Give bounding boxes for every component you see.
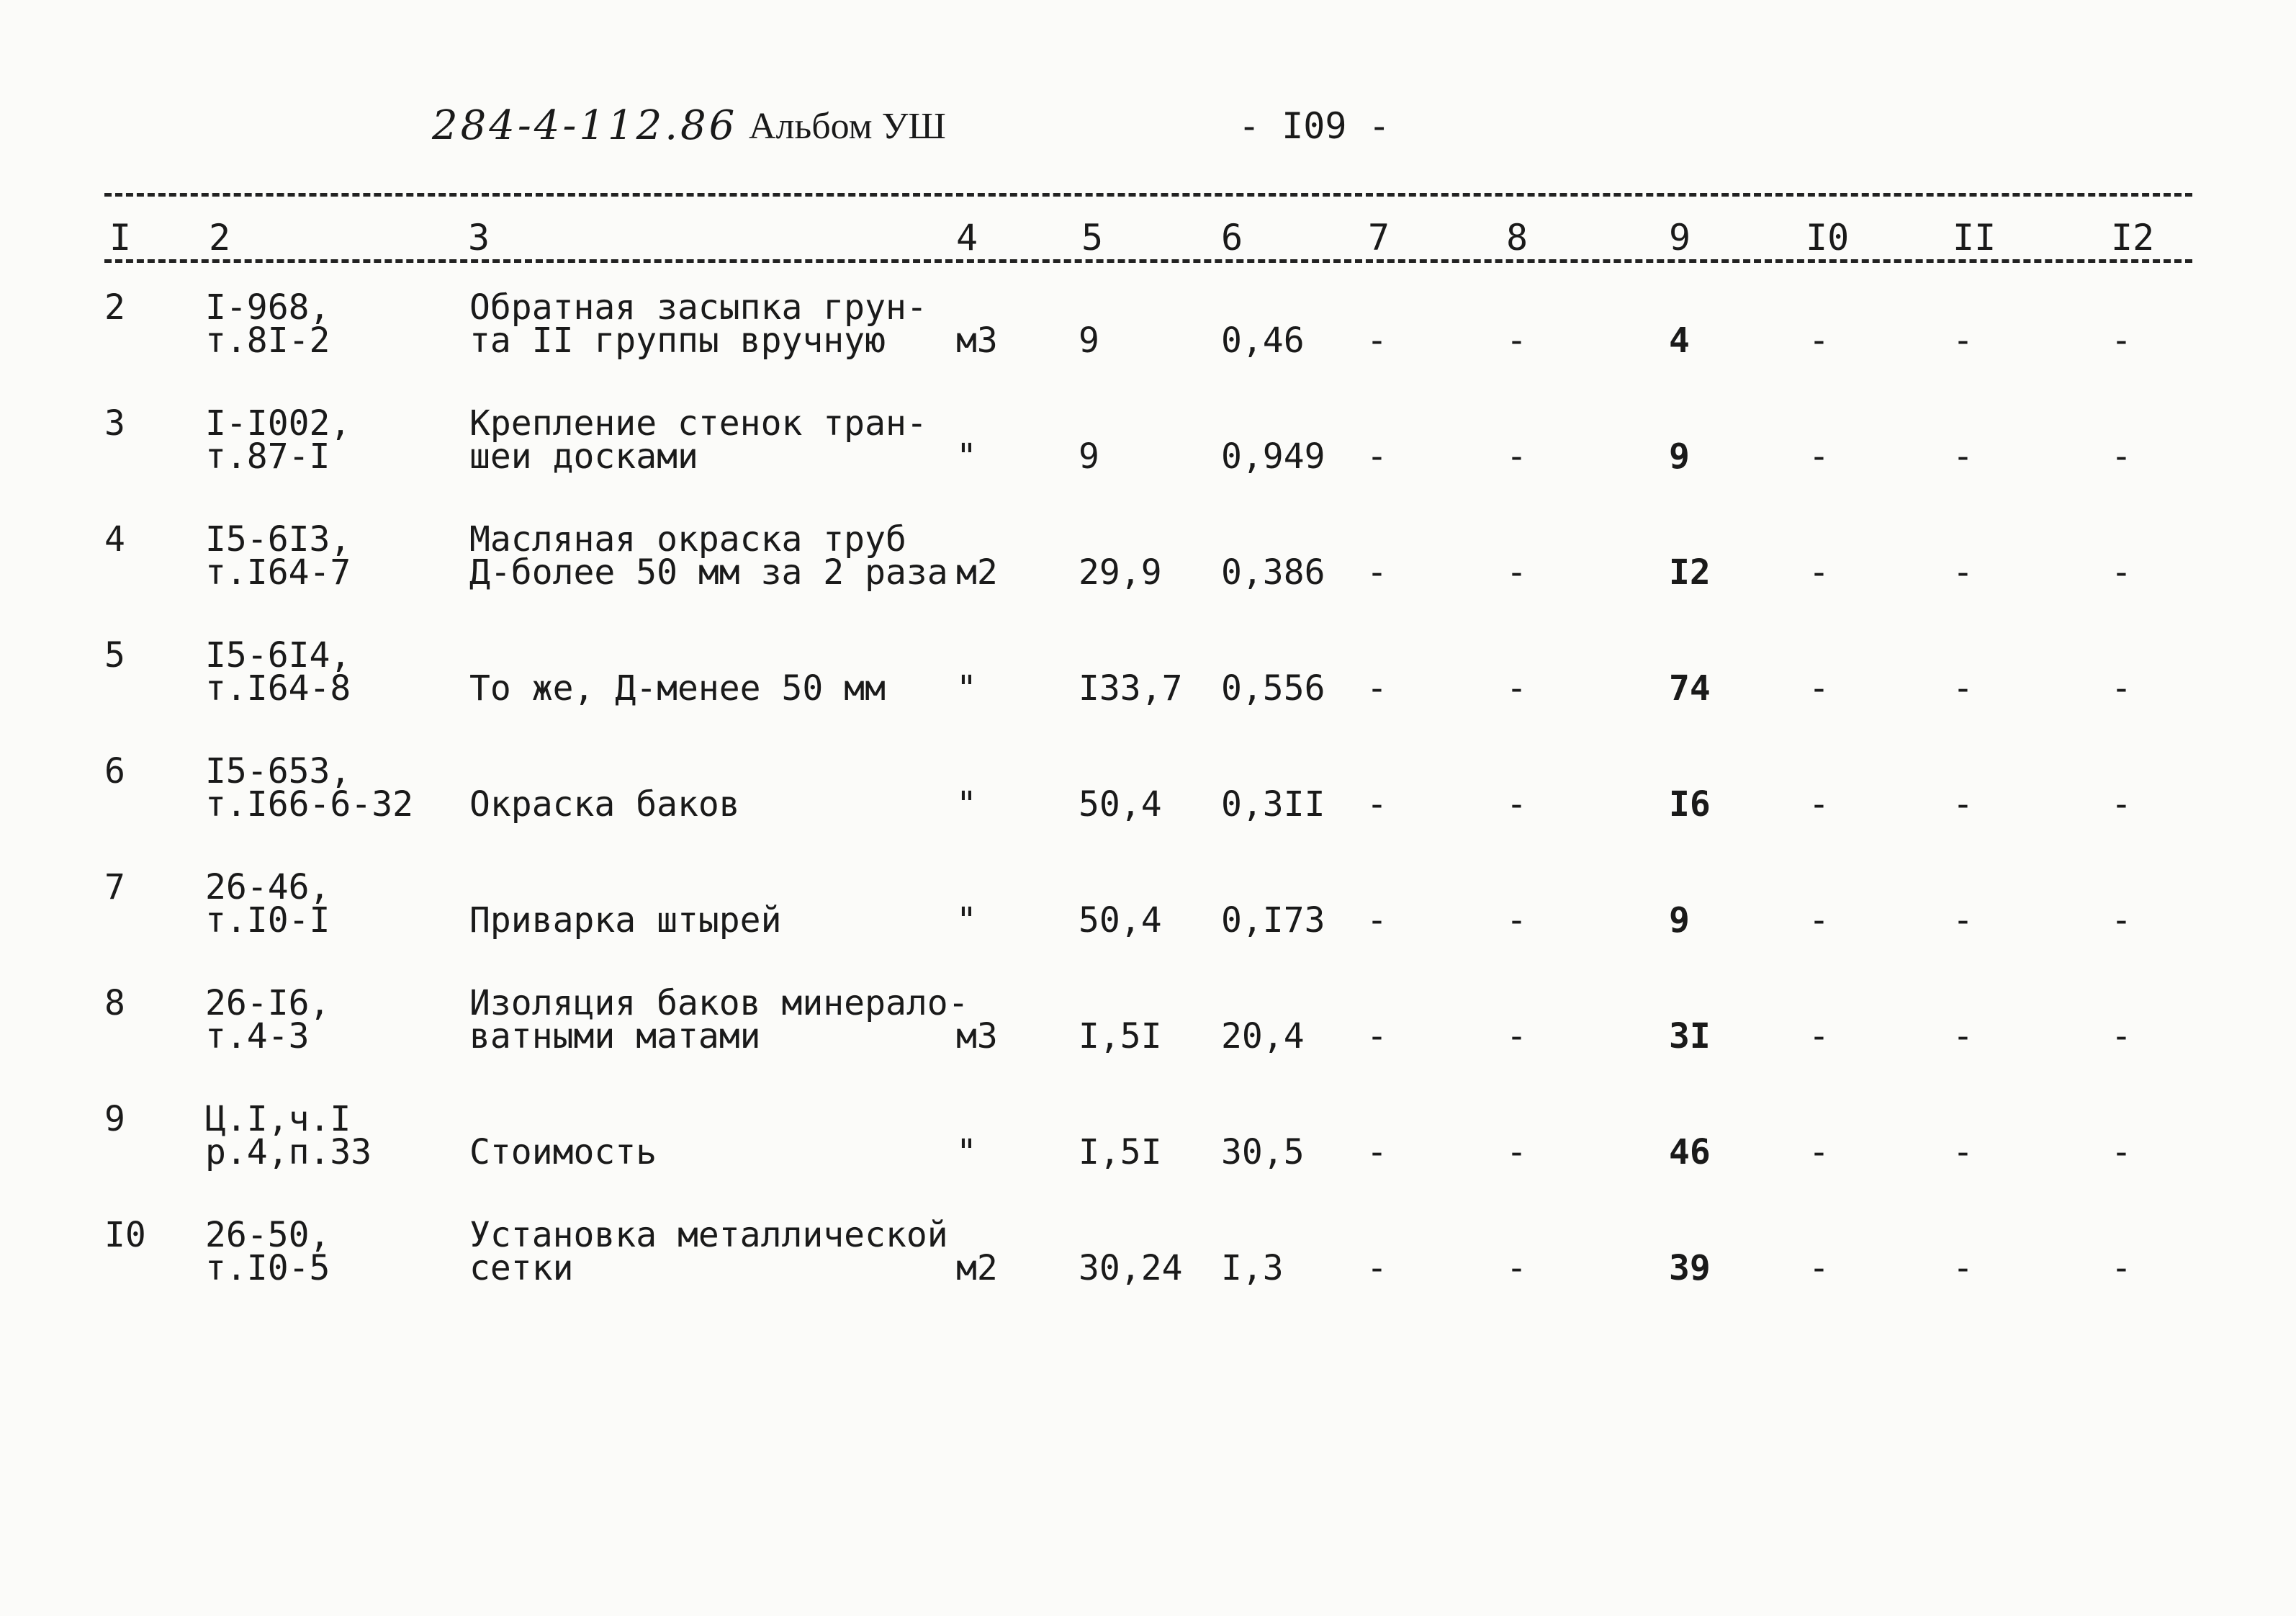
row-number: 7	[104, 867, 125, 907]
rate-code-line: 26-50,	[205, 1215, 330, 1255]
rate-code-line: т.I66-6-32	[205, 784, 413, 825]
work-description-line	[469, 755, 740, 788]
work-description-line	[469, 1103, 657, 1136]
col-7-value: -	[1367, 1248, 1387, 1288]
rate-code	[205, 983, 330, 1056]
col-9-value: 39	[1669, 1248, 1711, 1288]
row-number: 6	[104, 751, 125, 791]
column-header: 8	[1506, 217, 1529, 259]
rate-code	[205, 1215, 330, 1288]
row-number: I0	[104, 1215, 146, 1255]
rate-code-line: I5-653,	[205, 751, 351, 791]
col-7-value: -	[1367, 1016, 1387, 1056]
col-12-value: -	[2111, 900, 2132, 941]
work-description-line: та II группы вручную	[469, 320, 886, 361]
rate-code	[205, 751, 413, 825]
col-7-value: -	[1367, 552, 1387, 593]
document-code: 284-4-112.86	[432, 102, 738, 149]
col-8-value: -	[1506, 1132, 1527, 1172]
work-description-line: шеи досками	[469, 436, 698, 477]
unit-of-measure: м3	[956, 320, 998, 361]
col-10-value: -	[1809, 1132, 1829, 1172]
col-11-value: -	[1953, 1016, 1973, 1056]
column-header: I	[109, 217, 132, 259]
rate-code-line: I-968,	[205, 287, 330, 328]
quantity: I33,7	[1079, 668, 1183, 709]
quantity: I,5I	[1079, 1016, 1162, 1056]
column-header: I0	[1806, 217, 1850, 259]
unit-rate: 30,5	[1221, 1132, 1305, 1172]
rate-code-line: I5-6I4,	[205, 635, 351, 675]
col-11-value: -	[1953, 552, 1973, 593]
col-10-value: -	[1809, 320, 1829, 361]
work-description-line: Масляная окраска труб	[469, 519, 906, 560]
col-11-value: -	[1953, 1132, 1973, 1172]
unit-of-measure: м2	[956, 552, 998, 593]
col-12-value: -	[2111, 552, 2132, 593]
column-header: 5	[1081, 217, 1104, 259]
col-9-value: 9	[1669, 900, 1690, 941]
unit-rate: 0,I73	[1221, 900, 1325, 941]
unit-rate: 0,949	[1221, 436, 1325, 477]
col-7-value: -	[1367, 436, 1387, 477]
col-8-value: -	[1506, 1016, 1527, 1056]
work-description-line: Обратная засыпка грун-	[469, 287, 927, 328]
row-number: 3	[104, 403, 125, 444]
column-header: II	[1953, 217, 1996, 259]
work-description	[469, 287, 927, 361]
col-8-value: -	[1506, 320, 1527, 361]
quantity: 50,4	[1079, 900, 1162, 941]
unit-rate: 0,46	[1221, 320, 1305, 361]
work-description	[469, 871, 782, 941]
rate-code-line: 26-I6,	[205, 983, 330, 1023]
top-divider	[104, 193, 2192, 197]
rate-code-line: т.I0-I	[205, 900, 330, 941]
rate-code	[205, 287, 330, 361]
work-description	[469, 1103, 657, 1172]
quantity: 9	[1079, 436, 1099, 477]
col-8-value: -	[1506, 552, 1527, 593]
work-description-line	[469, 871, 781, 904]
col-7-value: -	[1367, 668, 1387, 709]
unit-of-measure: "	[956, 668, 977, 709]
column-header: 4	[956, 217, 978, 259]
work-description	[469, 1215, 948, 1288]
row-number: 9	[104, 1099, 125, 1139]
col-9-value: 4	[1669, 320, 1690, 361]
col-9-value: 9	[1669, 436, 1690, 477]
row-number: 2	[104, 287, 125, 328]
rate-code-line: т.I0-5	[205, 1248, 330, 1288]
unit-of-measure: м2	[956, 1248, 998, 1288]
work-description-line	[469, 639, 886, 672]
column-header: 3	[468, 217, 490, 259]
col-10-value: -	[1809, 1248, 1829, 1288]
work-description-line: Д-более 50 мм за 2 раза	[469, 552, 948, 593]
quantity: 9	[1079, 320, 1099, 361]
work-description-line: сетки	[469, 1248, 574, 1288]
column-header: 6	[1221, 217, 1243, 259]
work-description	[469, 755, 740, 825]
work-description-line: ватными матами	[469, 1016, 761, 1056]
unit-rate: 0,3II	[1221, 784, 1325, 825]
col-8-value: -	[1506, 436, 1527, 477]
col-10-value: -	[1809, 784, 1829, 825]
work-description	[469, 403, 927, 477]
quantity: 30,24	[1079, 1248, 1183, 1288]
rate-code	[205, 867, 330, 941]
work-description-line: Приварка штырей	[469, 900, 782, 941]
rate-code-line: I5-6I3,	[205, 519, 351, 560]
col-9-value: 74	[1669, 668, 1711, 709]
work-description	[469, 519, 948, 593]
rate-code-line: т.87-I	[205, 436, 330, 477]
col-8-value: -	[1506, 668, 1527, 709]
col-10-value: -	[1809, 900, 1829, 941]
rate-code	[205, 635, 351, 709]
col-12-value: -	[2111, 1132, 2132, 1172]
unit-of-measure: "	[956, 900, 977, 941]
rate-code-line: т.I64-7	[205, 552, 351, 593]
col-10-value: -	[1809, 436, 1829, 477]
unit-of-measure: "	[956, 436, 977, 477]
quantity: 29,9	[1079, 552, 1162, 593]
col-12-value: -	[2111, 436, 2132, 477]
col-9-value: I6	[1669, 784, 1711, 825]
rate-code	[205, 519, 351, 593]
rate-code-line: т.4-3	[205, 1016, 310, 1056]
col-7-value: -	[1367, 784, 1387, 825]
row-number: 8	[104, 983, 125, 1023]
col-8-value: -	[1506, 1248, 1527, 1288]
col-12-value: -	[2111, 784, 2132, 825]
rate-code-line: Ц.I,ч.I	[205, 1099, 351, 1139]
rate-code-line: 26-46,	[205, 867, 330, 907]
unit-rate: 0,556	[1221, 668, 1325, 709]
col-9-value: 46	[1669, 1132, 1711, 1172]
header-divider	[104, 259, 2192, 263]
col-10-value: -	[1809, 1016, 1829, 1056]
col-7-value: -	[1367, 900, 1387, 941]
work-description-line: Изоляция баков минерало-	[469, 983, 969, 1023]
work-description-line: Стоимость	[469, 1132, 657, 1172]
col-9-value: I2	[1669, 552, 1711, 593]
rate-code	[205, 403, 351, 477]
col-8-value: -	[1506, 900, 1527, 941]
unit-of-measure: "	[956, 784, 977, 825]
col-10-value: -	[1809, 668, 1829, 709]
col-11-value: -	[1953, 320, 1973, 361]
col-11-value: -	[1953, 668, 1973, 709]
page-number: - I09 -	[1238, 105, 1390, 147]
col-9-value: 3I	[1669, 1016, 1711, 1056]
work-description-line: То же, Д-менее 50 мм	[469, 668, 886, 709]
col-12-value: -	[2111, 1016, 2132, 1056]
col-11-value: -	[1953, 900, 1973, 941]
rate-code-line: т.I64-8	[205, 668, 351, 709]
col-7-value: -	[1367, 1132, 1387, 1172]
col-11-value: -	[1953, 1248, 1973, 1288]
row-number: 4	[104, 519, 125, 560]
album-label: Альбом УШ	[749, 106, 946, 147]
unit-of-measure: м3	[956, 1016, 998, 1056]
column-header: 7	[1368, 217, 1390, 259]
column-header: 2	[209, 217, 231, 259]
unit-rate: 20,4	[1221, 1016, 1305, 1056]
column-header: I2	[2111, 217, 2155, 259]
column-header: 9	[1669, 217, 1691, 259]
col-11-value: -	[1953, 784, 1973, 825]
work-description-line: Окраска баков	[469, 784, 740, 825]
row-number: 5	[104, 635, 125, 675]
col-12-value: -	[2111, 320, 2132, 361]
unit-of-measure: "	[956, 1132, 977, 1172]
rate-code	[205, 1099, 372, 1172]
rate-code-line: р.4,п.33	[205, 1132, 372, 1172]
col-7-value: -	[1367, 320, 1387, 361]
col-12-value: -	[2111, 1248, 2132, 1288]
col-8-value: -	[1506, 784, 1527, 825]
work-description-line: Установка металлической	[469, 1215, 948, 1255]
work-description	[469, 983, 969, 1056]
rate-code-line: т.8I-2	[205, 320, 330, 361]
quantity: 50,4	[1079, 784, 1162, 825]
work-description	[469, 639, 886, 709]
unit-rate: I,3	[1221, 1248, 1284, 1288]
col-10-value: -	[1809, 552, 1829, 593]
work-description-line: Крепление стенок тран-	[469, 403, 927, 444]
col-11-value: -	[1953, 436, 1973, 477]
unit-rate: 0,386	[1221, 552, 1325, 593]
rate-code-line: I-I002,	[205, 403, 351, 444]
col-12-value: -	[2111, 668, 2132, 709]
quantity: I,5I	[1079, 1132, 1162, 1172]
